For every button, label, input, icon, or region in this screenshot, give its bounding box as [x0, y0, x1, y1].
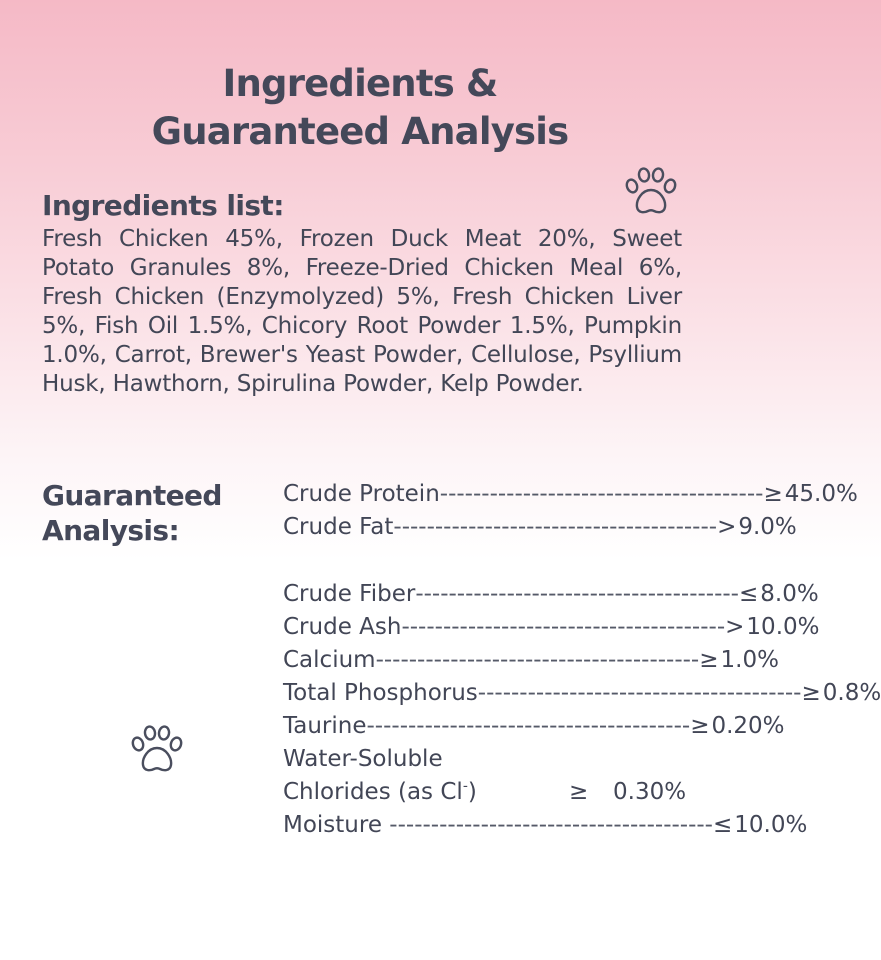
nutrient-value: 0.20% — [711, 713, 785, 739]
nutrient-operator: ≥ — [699, 647, 719, 673]
nutrient-name: Crude Fiber — [283, 581, 416, 607]
nutrient-operator: ≤ — [712, 812, 733, 838]
analysis-row — [283, 809, 808, 842]
analysis-row — [283, 511, 797, 544]
analysis-row — [283, 710, 785, 743]
chlorides-label: Chlorides (as Cl — [283, 779, 463, 805]
nutrient-operator: ≥ — [763, 481, 783, 507]
nutrient-name: Crude Protein — [283, 481, 440, 507]
nutrient-name-line2 — [283, 776, 569, 809]
chlorides-line — [283, 776, 687, 809]
analysis-heading-line1: Guaranteed — [42, 479, 222, 512]
analysis-list — [283, 478, 881, 842]
nutrient-value: 10.0% — [746, 614, 820, 640]
page-title-line1: Ingredients & — [222, 62, 498, 105]
spacer — [283, 544, 683, 578]
nutrient-name-line1: Water-Soluble — [283, 746, 443, 772]
nutrient-operator: ≥ — [690, 713, 710, 739]
nutrient-value: 0.30% — [613, 779, 687, 805]
chlorides-superscript: - — [462, 778, 468, 795]
nutrient-value: 0.8% — [822, 680, 881, 706]
nutrient-operator: ≥ — [801, 680, 821, 706]
nutrient-name: Calcium — [283, 647, 376, 673]
nutrient-name: Crude Ash — [283, 614, 402, 640]
nutrient-name: Taurine — [283, 713, 367, 739]
ingredients-heading: Ingredients list: — [42, 189, 284, 222]
analysis-row — [283, 644, 779, 677]
analysis-row — [283, 478, 858, 511]
leader-dashes: --------------------------------------- — [415, 581, 739, 607]
chlorides-row — [283, 743, 687, 809]
paw-print-icon — [128, 724, 186, 776]
chlorides-close-paren: ) — [467, 779, 477, 805]
nutrient-operator: > — [717, 514, 737, 540]
nutrient-name: Moisture — [283, 812, 382, 838]
nutrient-value: 10.0% — [734, 812, 808, 838]
nutrient-value: 45.0% — [784, 481, 858, 507]
ingredients-text: Fresh Chicken 45%, Frozen Duck Meat 20%, Sweet Potato Granules 8%, Freeze-Dried Chicken Meal 6%, Fresh Chicken (Enzymolyzed) 5%, Fresh Chicken Liver 5%, Fish Oil 1.5%, Chicory Root Powder 1.5%, Pumpkin 1.0%, Carrot, Brewer's Yeast Powder, Cellulose, Psyllium Husk, Hawthorn, Spirulina Powder, Kelp Powder. — [42, 226, 682, 397]
paw-print-icon — [622, 166, 680, 218]
leader-dashes: --------------------------------------- — [393, 514, 718, 540]
analysis-row — [283, 611, 820, 644]
nutrient-operator: > — [725, 614, 745, 640]
leader-dashes: --------------------------------------- — [375, 647, 700, 673]
leader-dashes: --------------------------------------- — [401, 614, 726, 640]
leader-dashes: --------------------------------------- — [382, 812, 713, 838]
analysis-row — [283, 677, 881, 710]
nutrient-operator: ≤ — [739, 581, 759, 607]
nutrient-name: Total Phosphorus — [283, 680, 478, 706]
nutrient-value: 9.0% — [738, 514, 797, 540]
nutrient-name: Crude Fat — [283, 514, 394, 540]
leader-dashes: --------------------------------------- — [366, 713, 691, 739]
leader-dashes: --------------------------------------- — [439, 481, 764, 507]
nutrient-value: 8.0% — [760, 581, 819, 607]
analysis-heading — [42, 478, 262, 548]
nutrient-value: 1.0% — [720, 647, 779, 673]
analysis-heading-line2: Analysis: — [42, 514, 180, 547]
page-title — [0, 60, 720, 156]
leader-dashes: --------------------------------------- — [477, 680, 802, 706]
analysis-row — [283, 578, 819, 611]
nutrient-operator: ≥ — [569, 779, 589, 805]
page-title-line2: Guaranteed Analysis — [151, 110, 569, 153]
